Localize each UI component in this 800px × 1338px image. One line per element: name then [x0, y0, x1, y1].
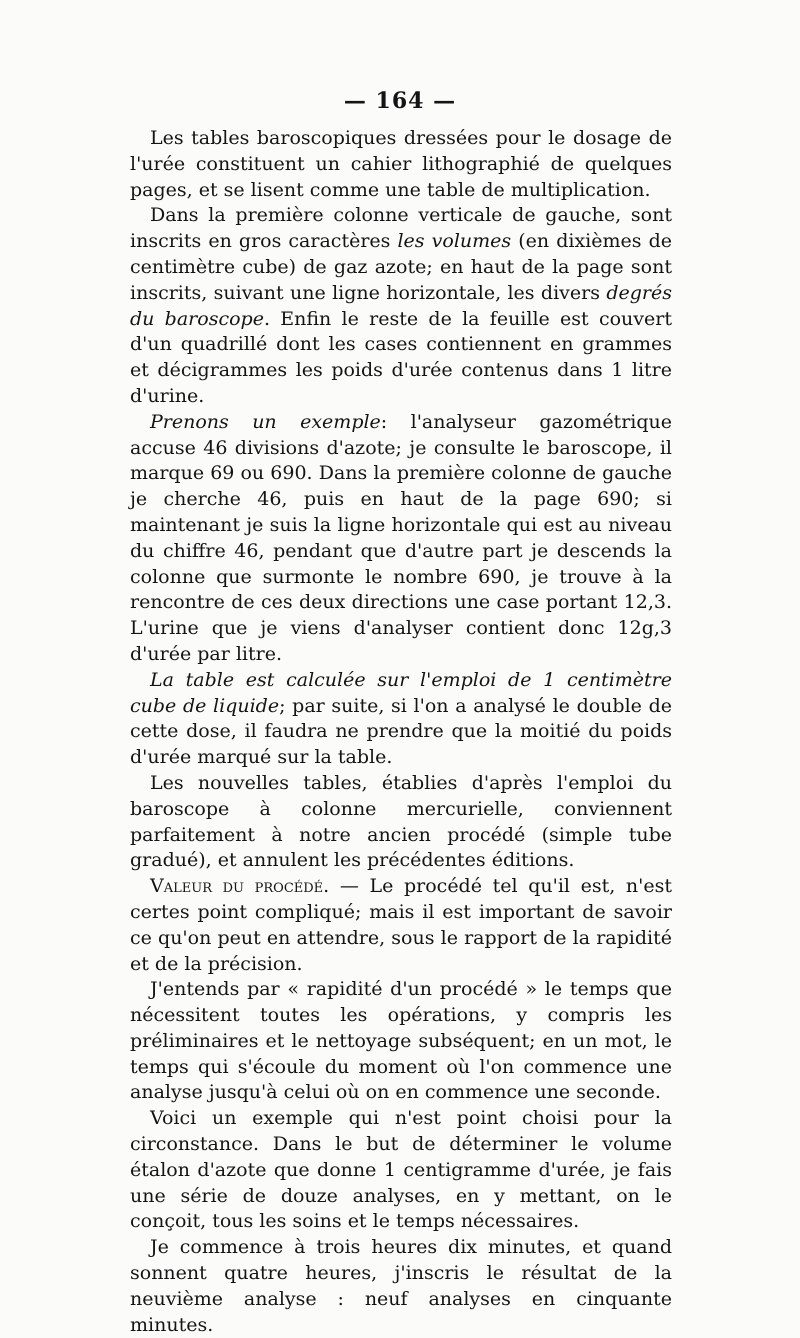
text-run: (en dixièmes de centimètre cube) de gaz azote; en haut de la page sont inscrits, suivant une ligne horizontale, les divers: [130, 230, 672, 304]
text-run: Voici un exemple qui n'est point choisi pour la circonstance. Dans le but de déterminer le volume étalon d'azote que donne 1 centigramme d'urée, je fais une série de douze analyses, en y mettant, on le conçoit, tous les soins et le temps nécessaires.: [130, 1107, 672, 1233]
text-run: J'entends par « rapidité d'un procédé » le temps que nécessitent toutes les opérations, y compris les préliminaires et le nettoyage subséquent; en un mot, le temps qui s'écoule du moment où l'on commence une analyse jusqu'à celui où on en commence une seconde.: [130, 978, 672, 1104]
paragraph: [130, 771, 672, 874]
text-run: Les tables baroscopiques dressées pour le dosage de l'urée constituent un cahier lithographié de quelques pages, et se lisent comme une table de multiplication.: [130, 127, 672, 201]
paragraph: [130, 668, 672, 771]
text-run: Je commence à trois heures dix minutes, et quand sonnent quatre heures, j'inscris le résultat de la neuvième analyse : neuf analyses en cinquante minutes.: [130, 1236, 672, 1336]
italic-text: Prenons un exemple: [150, 410, 381, 433]
text-run: — Le procédé tel qu'il est, n'est certes point compliqué; mais il est important de savoir ce qu'on peut en attendre, sous le rapport de la rapidité et de la précision.: [130, 875, 673, 975]
body-text: [130, 126, 672, 1338]
paragraph: [130, 126, 672, 203]
italic-text: degrés du baroscope: [130, 281, 672, 330]
text-run: : l'analyseur gazométrique accuse 46 divisions d'azote; je consulte le baroscope, il marque 69 ou 690. Dans la première colonne de gauche je cherche 46, puis en haut de la page 690; si maintenant je suis la ligne horizontale qui est au niveau du chiffre 46, pendant que d'autre part je descends la colonne que surmonte le nombre 690, je trouve à la rencontre de ces deux directions une case portant 12,3. L'urine que je viens d'analyser contient donc 12g,3 d'urée par litre.: [130, 410, 672, 665]
paragraph: [130, 874, 672, 977]
text-run: ; par suite, si l'on a analysé le double de cette dose, il faudra ne prendre que la moitié du poids d'urée marqué sur la table.: [130, 694, 672, 769]
paragraph: [130, 977, 672, 1106]
section-heading: Valeur du procédé.: [150, 875, 330, 898]
paragraph: [130, 1106, 672, 1235]
paragraph: [130, 410, 672, 668]
paragraph: [130, 203, 672, 409]
italic-text: La table est calculée sur l'emploi de 1 centimètre cube de liquide: [130, 668, 672, 717]
text-run: Les nouvelles tables, établies d'après l'emploi du baroscope à colonne mercurielle, conviennent parfaitement à notre ancien procédé (simple tube gradué), et annulent les précédentes éditions.: [130, 771, 672, 872]
paragraph: [130, 1235, 672, 1338]
text-run: . Enfin le reste de la feuille est couvert d'un quadrillé dont les cases contiennent en grammes et décigrammes les poids d'urée contenus dans 1 litre d'urine.: [130, 307, 672, 407]
page-number: — 164 —: [343, 88, 457, 114]
text-run: Dans la première colonne verticale de gauche, sont inscrits en gros caractères: [130, 204, 672, 253]
italic-text: les volumes: [397, 230, 512, 253]
